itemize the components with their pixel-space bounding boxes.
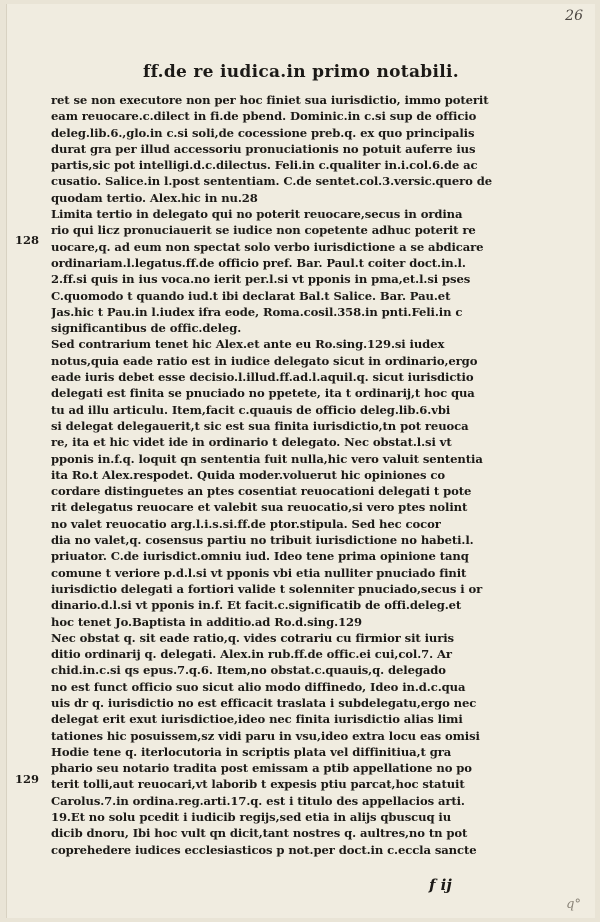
text-line: dicib dnoru, Ibi hoc vult qn dicit,tant nostres q. aultres,no tn pot <box>51 826 468 841</box>
text-line: hoc tenet Jo.Baptista in additio.ad Ro.d.sing.129 <box>51 614 362 629</box>
text-line: dia no valet,q. cosensus partiu no tribuit iurisdictione no habeti.l. <box>51 533 474 548</box>
text-line: significantibus de offic.deleg. <box>51 321 242 336</box>
text-line: tu ad illu articulu. Item,facit c.quauis de officio deleg.lib.6.vbi <box>51 402 451 417</box>
page-header: ff.de re iudica.in primo notabili. <box>143 62 459 82</box>
text-line: uis dr q. iurisdictio no est efficacit traslata i subdelegatu,ergo nec <box>51 695 477 710</box>
text-line: tationes hic posuissem,sz vidi paru in vsu,ideo extra locu eas omisi <box>51 728 480 743</box>
text-line: si delegat delegauerit,t sic est sua finita iurisdictio,tn pot reuoca <box>51 418 469 433</box>
text-line: durat gra per illud accessoriu pronuciationis no potuit auferre ius <box>51 141 476 156</box>
signature-mark: f ij <box>429 876 452 894</box>
text-line: comune t veriore p.d.l.si vt pponis vbi etia nulliter pnuciado finit <box>51 565 467 580</box>
body-text <box>51 92 551 858</box>
text-line: ita Ro.t Alex.respodet. Quida moder.voluerut hic opiniones co <box>51 467 445 482</box>
text-line: C.quomodo t quando iud.t ibi declarat Bal.t Salice. Bar. Pau.et <box>51 288 451 303</box>
text-line: Hodie tene q. iterlocutoria in scriptis plata vel diffinitiua,t gra <box>51 744 452 759</box>
text-line: chid.in.c.si qs epus.7.q.6. Item,no obstat.c.quauis,q. delegado <box>51 663 446 678</box>
text-line: pponis in.f.q. loquit qn sententia fuit nulla,hic vero valuit sententia <box>51 451 483 466</box>
text-line: notus,quia eade ratio est in iudice delegato sicut in ordinario,ergo <box>51 353 478 368</box>
text-line: Carolus.7.in ordina.reg.arti.17.q. est i titulo des appellacios arti. <box>51 793 465 808</box>
text-line: 2.ff.si quis in ius voca.no ierit per.l.si vt pponis in pma,et.l.si pses <box>51 272 471 287</box>
text-line: coprehedere iudices ecclesiasticos p not.per doct.in c.eccla sancte <box>51 842 477 857</box>
text-line: re, ita et hic videt ide in ordinario t delegato. Nec obstat.l.si vt <box>51 435 452 450</box>
text-line: ordinariam.l.legatus.ff.de officio pref. Bar. Paul.t coiter doct.in.l. <box>51 255 466 270</box>
text-line: quodam tertio. Alex.hic in nu.28 <box>51 190 258 205</box>
text-line: Limita tertio in delegato qui no poterit reuocare,secus in ordina <box>51 207 463 222</box>
corner-mark: q° <box>566 897 581 912</box>
text-line: ditio ordinarij q. delegati. Alex.in rub.ff.de offic.ei cui,col.7. Ar <box>51 647 452 662</box>
text-line: no valet reuocatio arg.l.i.s.si.ff.de ptor.stipula. Sed hec cocor <box>51 516 441 531</box>
text-line: ret se non executore non per hoc finiet sua iurisdictio, immo poterit <box>51 93 489 107</box>
text-line: Sed contrarium tenet hic Alex.et ante eu Ro.sing.129.si iudex <box>51 337 445 352</box>
text-line: dinario.d.l.si vt pponis in.f. Et facit.c.significatib de offi.deleg.et <box>51 598 462 613</box>
text-line: uocare,q. ad eum non spectat solo verbo iurisdictione a se abdicare <box>51 239 484 254</box>
margin-note-129: 129 <box>15 772 40 786</box>
folio-number: 26 <box>565 8 583 24</box>
text-line: rit delegatus reuocare et valebit sua reuocatio,si vero ptes nolint <box>51 500 468 515</box>
text-line: cordare distinguetes an ptes cosentiat reuocationi delegati t pote <box>51 484 472 499</box>
text-line: eade iuris debet esse decisio.l.illud.ff.ad.l.aquil.q. sicut iurisdictio <box>51 370 474 385</box>
text-line: eam reuocare.c.dilect in fi.de pbend. Dominic.in c.si sup de officio <box>51 109 477 124</box>
text-line: partis,sic pot intelligi.d.c.dilectus. Feli.in c.qualiter in.i.col.6.de ac <box>51 158 478 173</box>
text-line: cusatio. Salice.in l.post sententiam. C.de sentet.col.3.versic.quero de <box>51 174 493 189</box>
text-line: rio qui licz pronuciauerit se iudice non copetente adhuc poterit re <box>51 223 476 238</box>
text-line: no est funct officio suo sicut alio modo diffinedo, Ideo in.d.c.qua <box>51 679 466 694</box>
text-line: Nec obstat q. sit eade ratio,q. vides cotrariu cu firmior sit iuris <box>51 630 454 645</box>
text-line: 19.Et no solu pcedit i iudicib regijs,sed etia in alijs qbuscuq iu <box>51 810 452 825</box>
text-line: iurisdictio delegati a fortiori valide t solenniter pnuciado,secus i or <box>51 581 483 596</box>
text-line: delegati est finita se pnuciado no ppetete, ita t ordinarij,t hoc qua <box>51 386 475 401</box>
manuscript-page <box>6 4 595 918</box>
text-line: terit tolli,aut reuocari,vt laborib t expesis ptiu parcat,hoc statuit <box>51 777 465 792</box>
text-line: delegat erit exut iurisdictioe,ideo nec finita iurisdictio alias limi <box>51 712 463 727</box>
margin-note-128: 128 <box>15 233 40 247</box>
text-line: priuator. C.de iurisdict.omniu iud. Ideo tene prima opinione tanq <box>51 549 469 564</box>
text-line: phario seu notario tradita post emissam a ptib appellatione no po <box>51 761 472 776</box>
text-line: Jas.hic t Pau.in l.iudex ifra eode, Roma.cosil.358.in pnti.Feli.in c <box>51 304 463 319</box>
text-line: deleg.lib.6.,glo.in c.si soli,de cocessione preb.q. ex quo principalis <box>51 125 475 140</box>
